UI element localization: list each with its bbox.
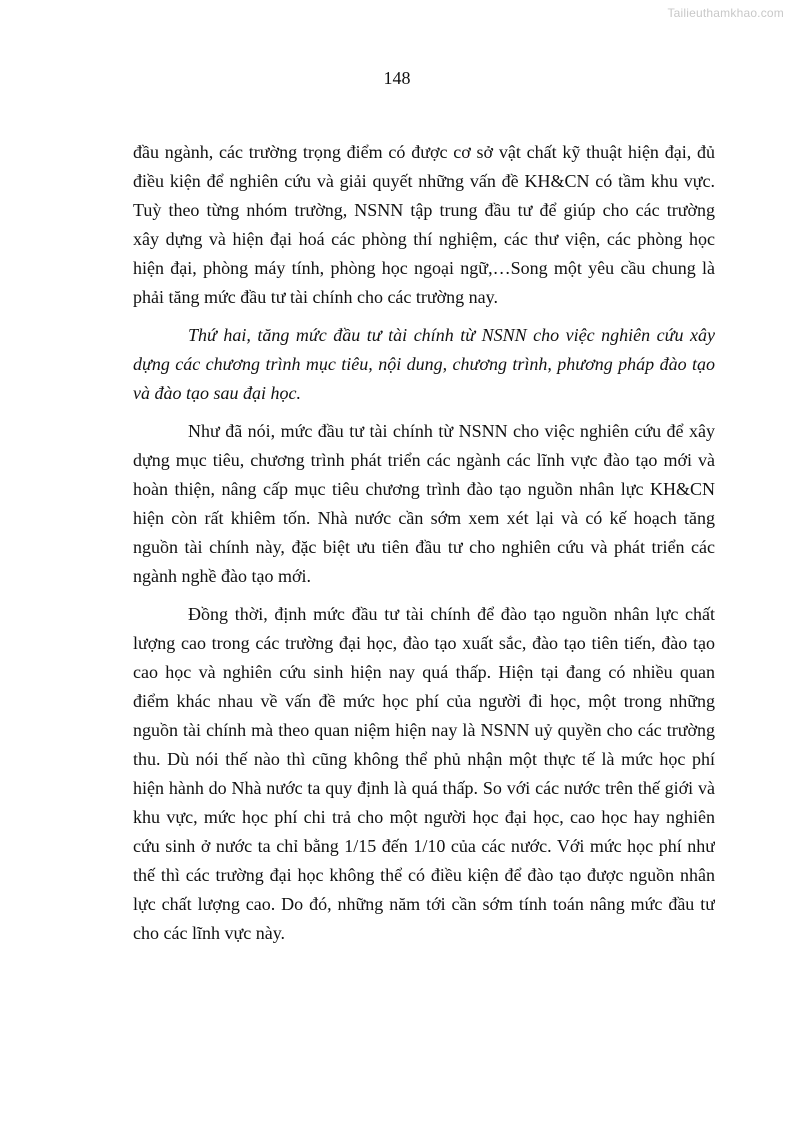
page-number: 148: [383, 68, 411, 88]
text-line: cao học và nghiên cứu sinh hiện nay quá thấp. Hiện tại đang có nhiều quan: [133, 662, 715, 682]
text-line: lượng cao trong các trường đại học, đào tạo xuất sắc, đào tạo tiên tiến, đào tạo: [133, 633, 715, 653]
text-line: đầu ngành, các trường trọng điểm có được cơ sở vật chất kỹ thuật hiện đại, đủ: [133, 142, 715, 162]
text-line: Như đã nói, mức đầu tư tài chính từ NSNN cho việc nghiên cứu để xây: [188, 421, 715, 441]
text-line: hiện hành do Nhà nước ta quy định là quá thấp. So với các nước trên thế giới và: [133, 778, 715, 798]
watermark: Tailieuthamkhao.com: [667, 6, 784, 20]
text-line: dựng các chương trình mục tiêu, nội dung, chương trình, phương pháp đào tạo: [133, 354, 715, 374]
text-line: thế thì các trường đại học không thể có điều kiện để đào tạo được nguồn nhân: [133, 865, 715, 885]
text-line: cho các lĩnh vực này.: [133, 923, 286, 943]
paragraph-4: [133, 600, 715, 948]
text-line: khu vực, mức học phí chi trả cho một người học đại học, cao học hay nghiên: [133, 807, 715, 827]
text-line: nguồn tài chính mà theo quan niệm hiện nay là NSNN uỷ quyền cho các trường: [133, 720, 715, 740]
text-line: cứu sinh ở nước ta chỉ bằng 1/15 đến 1/10 của các nước. Với mức học phí như: [133, 836, 715, 856]
text-line: dựng mục tiêu, chương trình phát triển các ngành các lĩnh vực đào tạo mới và: [133, 450, 715, 470]
text-line: Đồng thời, định mức đầu tư tài chính để đào tạo nguồn nhân lực chất: [188, 604, 715, 624]
text-line: điều kiện để nghiên cứu và giải quyết những vấn đề KH&CN có tầm khu vực.: [133, 171, 715, 191]
text-line: xây dựng và hiện đại hoá các phòng thí nghiệm, các thư viện, các phòng học: [133, 229, 715, 249]
text-line: Tuỳ theo từng nhóm trường, NSNN tập trung đầu tư để giúp cho các trường: [133, 200, 715, 220]
text-line: lực chất lượng cao. Do đó, những năm tới cần sớm tính toán nâng mức đầu tư: [133, 894, 715, 914]
text-line: nguồn tài chính này, đặc biệt ưu tiên đầu tư cho nghiên cứu và phát triển các: [133, 537, 715, 557]
text-line: và đào tạo sau đại học.: [133, 383, 301, 403]
text-line: thu. Dù nói thế nào thì cũng không thể phủ nhận một thực tế là mức học phí: [133, 749, 715, 769]
text-line: điểm khác nhau về vấn đề mức học phí của người đi học, một trong những: [133, 691, 715, 711]
text-line: hiện còn rất khiêm tốn. Nhà nước cần sớm xem xét lại và có kế hoạch tăng: [133, 508, 715, 528]
paragraph-3: [133, 417, 715, 591]
text-line: ngành nghề đào tạo mới.: [133, 566, 311, 586]
paragraph-1: [133, 138, 715, 312]
text-line: hoàn thiện, nâng cấp mục tiêu chương trình đào tạo nguồn nhân lực KH&CN: [133, 479, 715, 499]
document-body: [133, 138, 715, 948]
paragraph-2-heading: [133, 321, 715, 408]
text-line: phải tăng mức đầu tư tài chính cho các trường nay.: [133, 287, 499, 307]
text-line: hiện đại, phòng máy tính, phòng học ngoại ngữ,…Song một yêu cầu chung là: [133, 258, 715, 278]
text-line: Thứ hai, tăng mức đầu tư tài chính từ NSNN cho việc nghiên cứu xây: [188, 325, 715, 345]
